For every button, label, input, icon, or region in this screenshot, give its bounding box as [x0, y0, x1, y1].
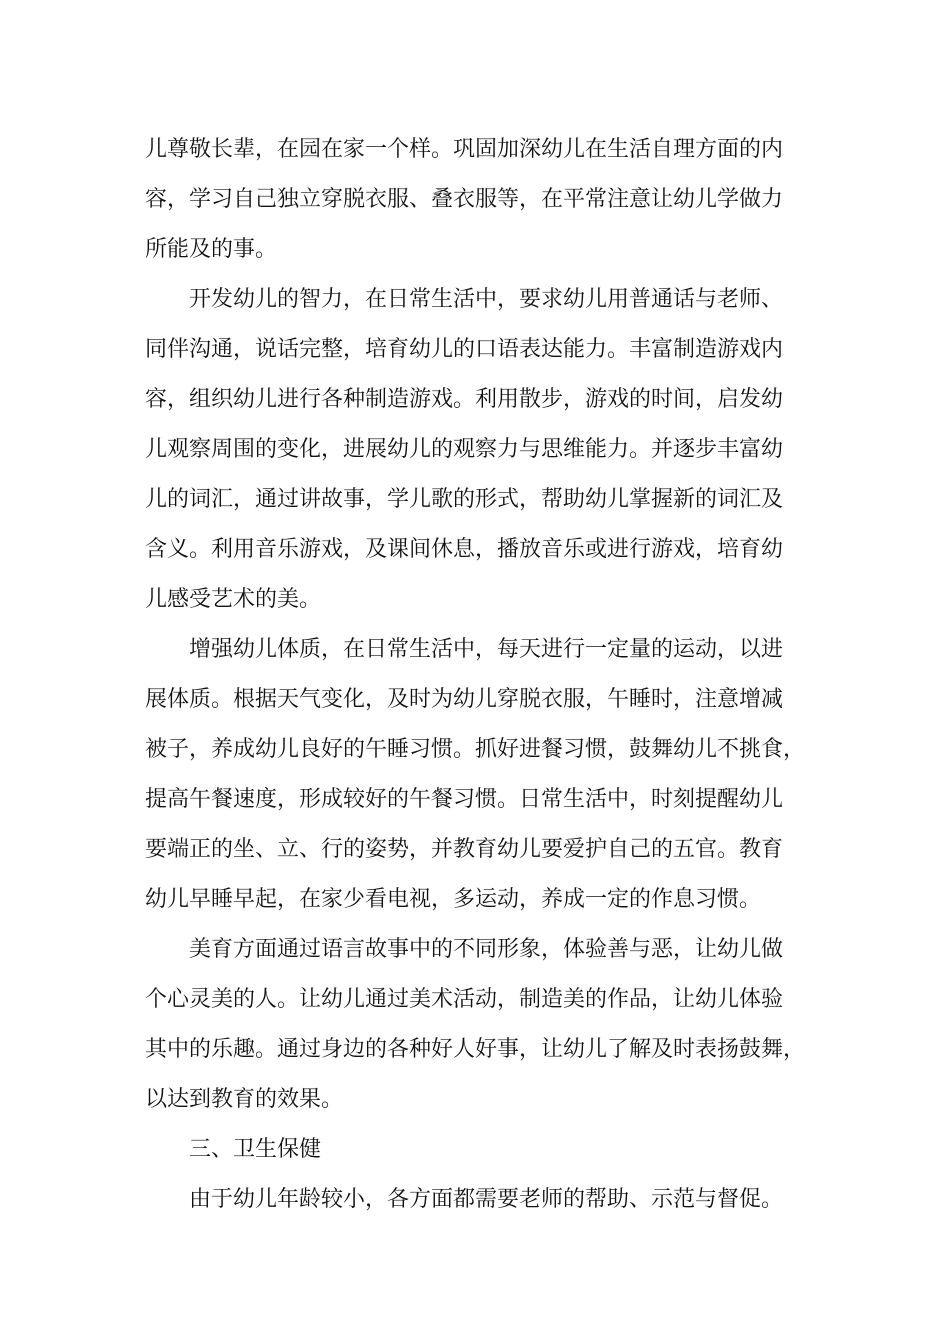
text-line: 同伴沟通，说话完整，培育幼儿的口语表达能力。丰富制造游戏内: [145, 337, 784, 362]
text-line: 容，组织幼儿进行各种制造游戏。利用散步，游戏的时间，启发幼: [145, 387, 784, 412]
paragraph-health-intro: [145, 1175, 835, 1225]
text-line: 以达到教育的效果。: [145, 1087, 344, 1112]
text-line: 要端正的坐、立、行的姿势，并教育幼儿要爱护自己的五官。教育: [145, 837, 784, 862]
paragraph-self-care: [145, 125, 835, 275]
paragraph-physique: [145, 625, 835, 925]
text-line: 开发幼儿的智力，在日常生活中，要求幼儿用普通话与老师、: [189, 287, 784, 312]
text-line: 由于幼儿年龄较小，各方面都需要老师的帮助、示范与督促。: [189, 1187, 784, 1212]
text-line: 儿尊敬长辈，在园在家一个样。巩固加深幼儿在生活自理方面的内: [145, 137, 784, 162]
text-line: 个心灵美的人。让幼儿通过美术活动，制造美的作品，让幼儿体验: [145, 987, 784, 1012]
text-line: 儿的词汇，通过讲故事，学儿歌的形式，帮助幼儿掌握新的词汇及: [145, 487, 784, 512]
document-body: [145, 125, 835, 1225]
section-heading-health: [145, 1125, 835, 1175]
text-line: 被子，养成幼儿良好的午睡习惯。抓好进餐习惯，鼓舞幼儿不挑食，: [145, 737, 806, 762]
text-line: 美育方面通过语言故事中的不同形象，体验善与恶，让幼儿做: [189, 937, 784, 962]
paragraph-aesthetics: [145, 925, 835, 1125]
text-line: 其中的乐趣。通过身边的各种好人好事，让幼儿了解及时表扬鼓舞，: [145, 1037, 806, 1062]
section-heading: 三、卫生保健: [189, 1137, 322, 1162]
text-line: 所能及的事。: [145, 237, 278, 262]
text-line: 含义。利用音乐游戏，及课间休息，播放音乐或进行游戏，培育幼: [145, 537, 784, 562]
text-line: 提高午餐速度，形成较好的午餐习惯。日常生活中，时刻提醒幼儿: [145, 787, 784, 812]
text-line: 儿观察周围的变化，进展幼儿的观察力与思维能力。并逐步丰富幼: [145, 437, 784, 462]
text-line: 容，学习自己独立穿脱衣服、叠衣服等，在平常注意让幼儿学做力: [145, 187, 784, 212]
text-line: 展体质。根据天气变化，及时为幼儿穿脱衣服，午睡时，注意增减: [145, 687, 784, 712]
paragraph-intelligence: [145, 275, 835, 625]
text-line: 儿感受艺术的美。: [145, 587, 322, 612]
text-line: 增强幼儿体质，在日常生活中，每天进行一定量的运动，以进: [189, 637, 784, 662]
text-line: 幼儿早睡早起，在家少看电视，多运动，养成一定的作息习惯。: [145, 887, 762, 912]
